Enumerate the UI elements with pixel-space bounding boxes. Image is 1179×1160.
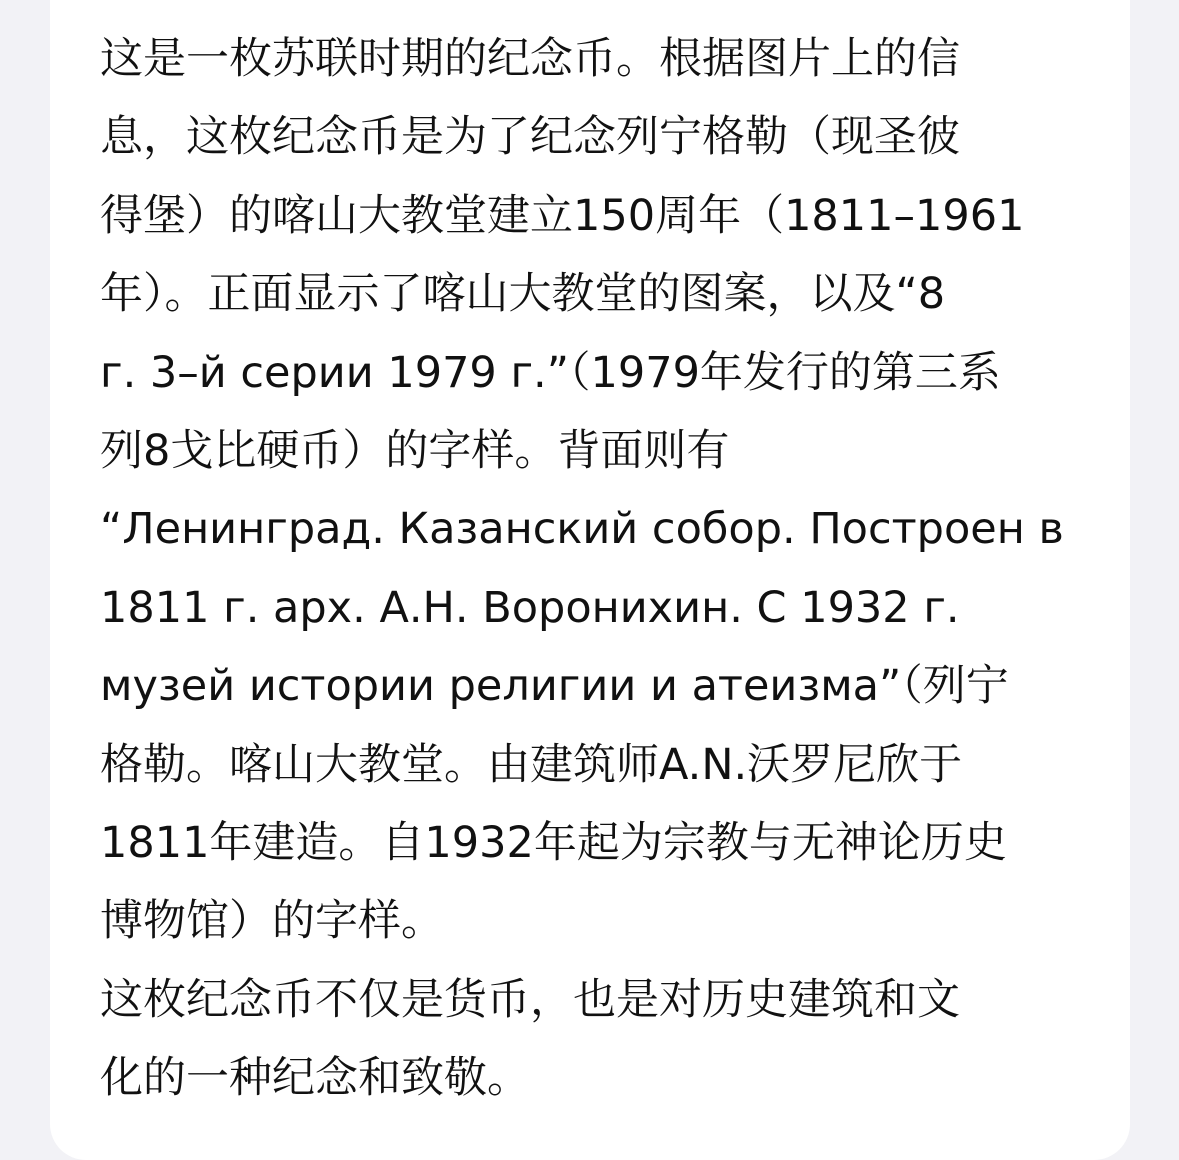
paragraph-2 [100,961,1100,1118]
text-line: 得堡）的喀山大教堂建立150周年（1811–1961 [100,190,1025,241]
text-line: 这枚纪念币不仅是货币，也是对历史建筑和文 [100,974,960,1025]
text-line: 格勒。喀山大教堂。由建筑师A.N.沃罗尼欣于 [100,739,963,790]
text-line: 年）。正面显示了喀山大教堂的图案，以及“8 [100,269,946,320]
text-line: “Ленинград. Казанский собор. Построен в [100,504,1064,555]
text-line: музей истории религии и атеизма”（列宁 [100,661,1009,712]
message-text [100,20,1100,1117]
text-line: 1811 г. арх. А.Н. Воронихин. С 1932 г. [100,582,960,633]
text-line: 1811年建造。自1932年起为宗教与无神论历史 [100,817,1007,868]
text-line: г. 3–й серии 1979 г.”（1979年发行的第三系 [100,347,1001,398]
text-line: 这是一枚苏联时期的纪念币。根据图片上的信 [100,34,960,84]
text-line: 博物馆）的字样。 [100,896,444,947]
text-line: 化的一种纪念和致敬。 [100,1053,530,1104]
text-line: 列8戈比硬币）的字样。背面则有 [100,425,730,476]
text-line: 息，这枚纪念币是为了纪念列宁格勒（现圣彼 [100,112,960,163]
paragraph-1 [100,20,1100,961]
